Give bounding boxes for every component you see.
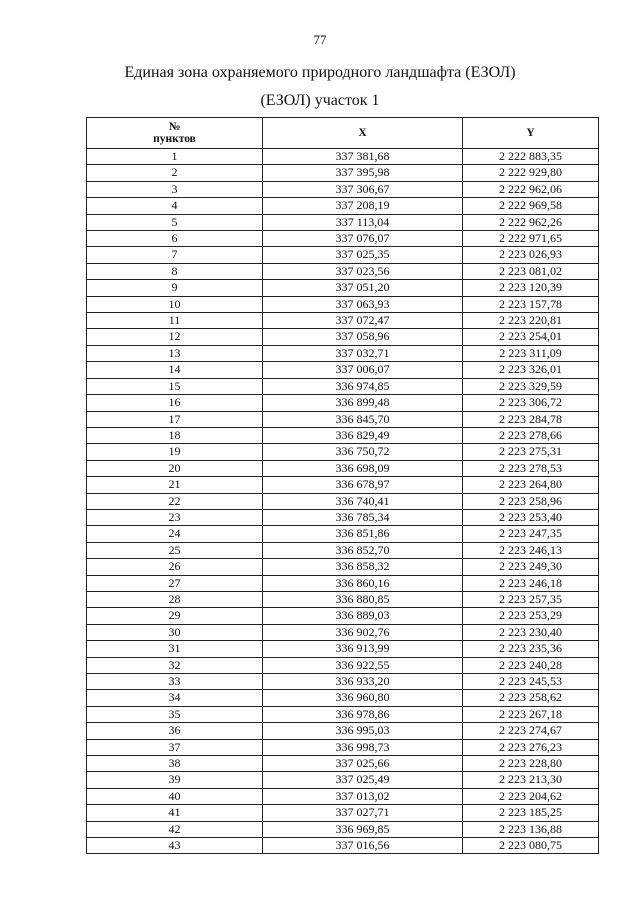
cell-x: 336 889,03 — [263, 608, 463, 624]
table-row — [87, 526, 599, 542]
cell-y: 2 223 267,18 — [463, 706, 599, 722]
cell-x: 337 076,07 — [263, 231, 463, 247]
cell-x: 336 995,03 — [263, 723, 463, 739]
cell-x: 336 750,72 — [263, 444, 463, 460]
cell-x: 336 845,70 — [263, 411, 463, 427]
cell-x: 336 978,86 — [263, 706, 463, 722]
cell-point-number: 7 — [87, 247, 263, 263]
cell-x: 336 851,86 — [263, 526, 463, 542]
header-y: Y — [463, 118, 599, 149]
cell-point-number: 13 — [87, 345, 263, 361]
cell-y: 2 222 962,26 — [463, 214, 599, 230]
cell-point-number: 9 — [87, 280, 263, 296]
cell-x: 336 960,80 — [263, 690, 463, 706]
table-row — [87, 198, 599, 214]
cell-point-number: 20 — [87, 460, 263, 476]
cell-point-number: 23 — [87, 509, 263, 525]
cell-point-number: 14 — [87, 362, 263, 378]
cell-point-number: 1 — [87, 149, 263, 165]
cell-x: 336 829,49 — [263, 427, 463, 443]
table-row — [87, 329, 599, 345]
cell-point-number: 42 — [87, 821, 263, 837]
table-row — [87, 772, 599, 788]
cell-y: 2 223 257,35 — [463, 591, 599, 607]
cell-y: 2 223 247,35 — [463, 526, 599, 542]
cell-x: 337 025,35 — [263, 247, 463, 263]
table-row — [87, 756, 599, 772]
table-row — [87, 657, 599, 673]
cell-point-number: 34 — [87, 690, 263, 706]
table-row — [87, 575, 599, 591]
table-row — [87, 460, 599, 476]
table-header — [87, 118, 599, 149]
table-row — [87, 345, 599, 361]
cell-x: 336 740,41 — [263, 493, 463, 509]
table-row — [87, 788, 599, 804]
table-row — [87, 444, 599, 460]
cell-y: 2 223 120,39 — [463, 280, 599, 296]
cell-y: 2 223 230,40 — [463, 624, 599, 640]
cell-point-number: 18 — [87, 427, 263, 443]
cell-point-number: 12 — [87, 329, 263, 345]
cell-point-number: 26 — [87, 559, 263, 575]
cell-y: 2 223 081,02 — [463, 263, 599, 279]
cell-point-number: 4 — [87, 198, 263, 214]
cell-x: 337 306,67 — [263, 181, 463, 197]
cell-point-number: 33 — [87, 674, 263, 690]
cell-point-number: 22 — [87, 493, 263, 509]
cell-point-number: 16 — [87, 395, 263, 411]
cell-x: 337 072,47 — [263, 313, 463, 329]
cell-y: 2 223 213,30 — [463, 772, 599, 788]
header-row — [87, 118, 599, 149]
table-row — [87, 362, 599, 378]
table-row — [87, 838, 599, 854]
table-body — [87, 149, 599, 854]
cell-y: 2 223 278,53 — [463, 460, 599, 476]
cell-x: 336 969,85 — [263, 821, 463, 837]
cell-x: 337 063,93 — [263, 296, 463, 312]
cell-y: 2 223 274,67 — [463, 723, 599, 739]
cell-y: 2 223 306,72 — [463, 395, 599, 411]
table-row — [87, 821, 599, 837]
cell-y: 2 223 275,31 — [463, 444, 599, 460]
cell-x: 336 860,16 — [263, 575, 463, 591]
cell-x: 336 922,55 — [263, 657, 463, 673]
cell-y: 2 223 278,66 — [463, 427, 599, 443]
cell-x: 336 785,34 — [263, 509, 463, 525]
table-row — [87, 805, 599, 821]
cell-y: 2 222 929,80 — [463, 165, 599, 181]
cell-point-number: 30 — [87, 624, 263, 640]
cell-x: 336 933,20 — [263, 674, 463, 690]
cell-y: 2 223 253,29 — [463, 608, 599, 624]
cell-x: 336 678,97 — [263, 477, 463, 493]
cell-point-number: 15 — [87, 378, 263, 394]
cell-x: 336 858,32 — [263, 559, 463, 575]
cell-y: 2 222 969,58 — [463, 198, 599, 214]
cell-y: 2 223 136,88 — [463, 821, 599, 837]
table-row — [87, 313, 599, 329]
cell-y: 2 223 204,62 — [463, 788, 599, 804]
cell-y: 2 223 258,96 — [463, 493, 599, 509]
table-row — [87, 509, 599, 525]
cell-point-number: 27 — [87, 575, 263, 591]
cell-x: 336 899,48 — [263, 395, 463, 411]
table-row — [87, 591, 599, 607]
coordinates-table — [86, 117, 599, 854]
cell-x: 337 027,71 — [263, 805, 463, 821]
cell-y: 2 223 235,36 — [463, 641, 599, 657]
cell-point-number: 35 — [87, 706, 263, 722]
table-row — [87, 411, 599, 427]
cell-y: 2 223 228,80 — [463, 756, 599, 772]
table-row — [87, 559, 599, 575]
cell-x: 336 698,09 — [263, 460, 463, 476]
cell-x: 336 880,85 — [263, 591, 463, 607]
cell-x: 337 051,20 — [263, 280, 463, 296]
table-row — [87, 149, 599, 165]
table-row — [87, 690, 599, 706]
table-row — [87, 674, 599, 690]
table-row — [87, 641, 599, 657]
cell-y: 2 223 264,80 — [463, 477, 599, 493]
cell-y: 2 223 326,01 — [463, 362, 599, 378]
cell-y: 2 223 240,28 — [463, 657, 599, 673]
cell-y: 2 222 962,06 — [463, 181, 599, 197]
table-row — [87, 378, 599, 394]
table-row — [87, 706, 599, 722]
table-row — [87, 231, 599, 247]
cell-x: 337 113,04 — [263, 214, 463, 230]
cell-point-number: 5 — [87, 214, 263, 230]
cell-point-number: 11 — [87, 313, 263, 329]
cell-x: 337 058,96 — [263, 329, 463, 345]
cell-x: 337 025,66 — [263, 756, 463, 772]
cell-x: 337 013,02 — [263, 788, 463, 804]
table-row — [87, 608, 599, 624]
cell-point-number: 38 — [87, 756, 263, 772]
cell-x: 337 032,71 — [263, 345, 463, 361]
cell-x: 336 998,73 — [263, 739, 463, 755]
cell-point-number: 29 — [87, 608, 263, 624]
table-row — [87, 477, 599, 493]
header-number-sign: № — [168, 121, 181, 133]
cell-point-number: 17 — [87, 411, 263, 427]
cell-point-number: 21 — [87, 477, 263, 493]
cell-point-number: 31 — [87, 641, 263, 657]
cell-point-number: 19 — [87, 444, 263, 460]
table-row — [87, 181, 599, 197]
cell-x: 336 852,70 — [263, 542, 463, 558]
table-row — [87, 624, 599, 640]
table-row — [87, 280, 599, 296]
cell-y: 2 223 254,01 — [463, 329, 599, 345]
table-row — [87, 542, 599, 558]
cell-x: 337 023,56 — [263, 263, 463, 279]
cell-y: 2 223 185,25 — [463, 805, 599, 821]
table-row — [87, 493, 599, 509]
header-point-number — [87, 118, 263, 149]
table-row — [87, 427, 599, 443]
cell-point-number: 28 — [87, 591, 263, 607]
cell-y: 2 223 246,18 — [463, 575, 599, 591]
cell-x: 337 395,98 — [263, 165, 463, 181]
cell-y: 2 222 883,35 — [463, 149, 599, 165]
cell-y: 2 223 276,23 — [463, 739, 599, 755]
cell-point-number: 43 — [87, 838, 263, 854]
cell-x: 337 006,07 — [263, 362, 463, 378]
document-subtitle: (ЕЗОЛ) участок 1 — [260, 92, 380, 109]
cell-point-number: 40 — [87, 788, 263, 804]
table-row — [87, 296, 599, 312]
table-row — [87, 263, 599, 279]
document-title: Единая зона охраняемого природного ландшафта (ЕЗОЛ) — [124, 64, 516, 81]
cell-point-number: 3 — [87, 181, 263, 197]
cell-y: 2 223 220,81 — [463, 313, 599, 329]
header-points-label: пунктов — [153, 133, 196, 145]
cell-point-number: 24 — [87, 526, 263, 542]
cell-y: 2 222 971,65 — [463, 231, 599, 247]
cell-point-number: 37 — [87, 739, 263, 755]
cell-point-number: 36 — [87, 723, 263, 739]
table-row — [87, 739, 599, 755]
cell-x: 336 913,99 — [263, 641, 463, 657]
cell-y: 2 223 246,13 — [463, 542, 599, 558]
cell-y: 2 223 026,93 — [463, 247, 599, 263]
cell-y: 2 223 245,53 — [463, 674, 599, 690]
cell-point-number: 32 — [87, 657, 263, 673]
cell-y: 2 223 329,59 — [463, 378, 599, 394]
table-row — [87, 165, 599, 181]
cell-point-number: 10 — [87, 296, 263, 312]
cell-x: 336 902,76 — [263, 624, 463, 640]
cell-point-number: 6 — [87, 231, 263, 247]
cell-y: 2 223 253,40 — [463, 509, 599, 525]
cell-x: 337 016,56 — [263, 838, 463, 854]
cell-y: 2 223 157,78 — [463, 296, 599, 312]
cell-point-number: 2 — [87, 165, 263, 181]
cell-y: 2 223 311,09 — [463, 345, 599, 361]
cell-y: 2 223 284,78 — [463, 411, 599, 427]
table-row — [87, 247, 599, 263]
cell-x: 337 025,49 — [263, 772, 463, 788]
cell-point-number: 8 — [87, 263, 263, 279]
cell-point-number: 25 — [87, 542, 263, 558]
table-row — [87, 395, 599, 411]
cell-y: 2 223 249,30 — [463, 559, 599, 575]
cell-point-number: 41 — [87, 805, 263, 821]
cell-point-number: 39 — [87, 772, 263, 788]
cell-x: 337 208,19 — [263, 198, 463, 214]
table-row — [87, 723, 599, 739]
table-row — [87, 214, 599, 230]
header-x: X — [263, 118, 463, 149]
cell-x: 336 974,85 — [263, 378, 463, 394]
page-number: 77 — [313, 32, 327, 47]
cell-x: 337 381,68 — [263, 149, 463, 165]
cell-y: 2 223 258,62 — [463, 690, 599, 706]
cell-y: 2 223 080,75 — [463, 838, 599, 854]
